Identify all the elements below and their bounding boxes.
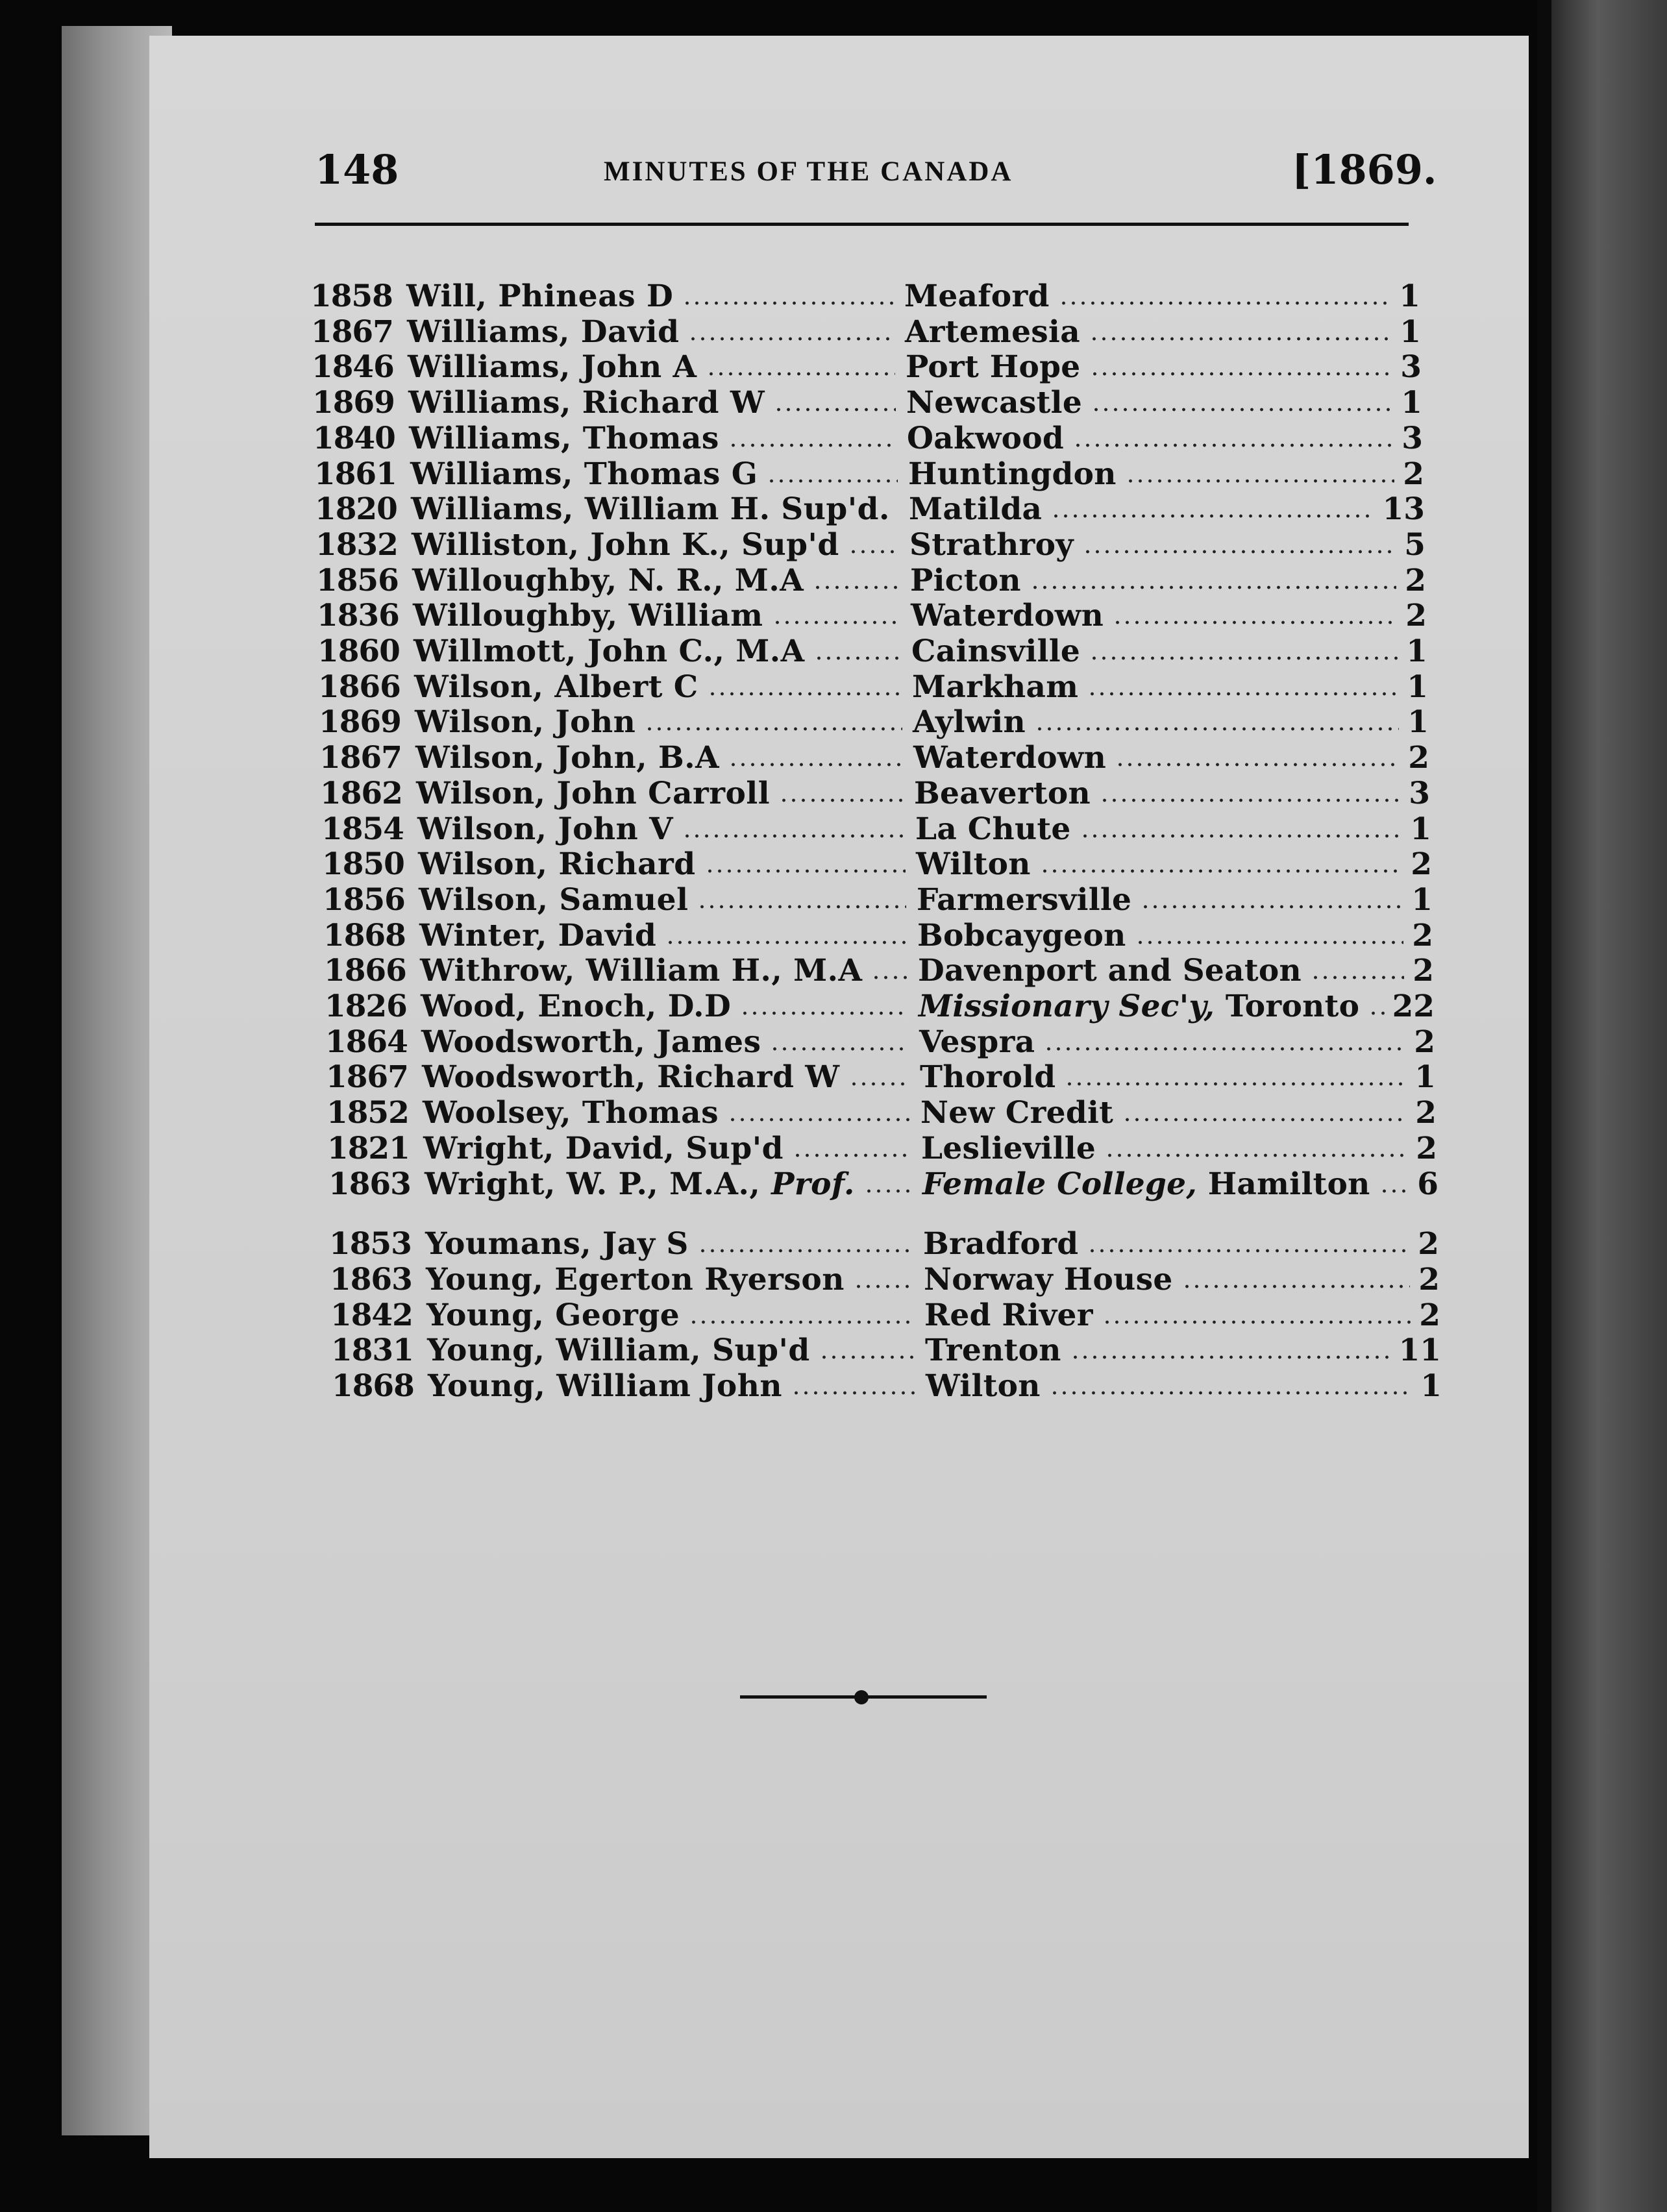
dot-leader bbox=[1090, 372, 1392, 376]
entry-name-text: Wilson, John Carroll bbox=[416, 775, 771, 811]
entry-years-count: 1 bbox=[1407, 704, 1429, 741]
entry-year: 1867 bbox=[326, 1059, 408, 1096]
entry-station bbox=[923, 1227, 1078, 1262]
entry-station-text: Port Hope bbox=[906, 349, 1081, 386]
entry-name-text: Winter, David bbox=[419, 917, 657, 953]
entry-year: 1853 bbox=[329, 1226, 412, 1262]
entry-name bbox=[414, 634, 805, 669]
entry-row bbox=[327, 1096, 1443, 1131]
entry-year: 1832 bbox=[315, 526, 398, 563]
entry-years-count: 1 bbox=[1407, 669, 1428, 705]
entry-name bbox=[418, 847, 696, 882]
entry-year: 1863 bbox=[330, 1261, 412, 1297]
entry-year: 1840 bbox=[313, 420, 395, 456]
entry-station bbox=[911, 634, 1080, 669]
entry-row bbox=[319, 741, 1436, 776]
running-title: MINUTES OF THE CANADA bbox=[604, 156, 1013, 187]
entry-year: 1868 bbox=[323, 917, 406, 953]
entry-station bbox=[924, 1262, 1173, 1297]
entry-name bbox=[425, 1167, 855, 1202]
dot-leader bbox=[689, 1320, 914, 1324]
entry-station-text: Waterdown bbox=[911, 598, 1104, 634]
entry-year: 1866 bbox=[324, 953, 406, 989]
dot-leader bbox=[849, 1082, 909, 1086]
entry-station-text: Thorold bbox=[920, 1059, 1056, 1096]
dot-leader bbox=[848, 550, 899, 554]
page-number: 148 bbox=[315, 146, 399, 193]
entry-years-count: 1 bbox=[1420, 1368, 1442, 1404]
running-year: [1869. bbox=[1292, 146, 1437, 193]
entry-name bbox=[414, 670, 698, 705]
entry-row bbox=[318, 670, 1435, 705]
entry-name bbox=[422, 1060, 840, 1095]
dot-leader bbox=[854, 1284, 913, 1288]
entry-year: 1863 bbox=[328, 1166, 411, 1202]
entry-name-text: Williams, David bbox=[407, 313, 680, 350]
dot-leader bbox=[688, 337, 895, 341]
entry-name bbox=[417, 812, 673, 847]
entry-station bbox=[926, 1369, 1041, 1404]
dot-leader bbox=[1050, 1391, 1412, 1395]
entry-row bbox=[314, 457, 1431, 492]
entry-station bbox=[916, 847, 1031, 882]
entry-station-note: Missionary Sec'y, bbox=[919, 989, 1215, 1024]
dot-leader bbox=[814, 656, 901, 660]
entry-year: 1842 bbox=[330, 1297, 413, 1333]
entry-station-text: Markham bbox=[912, 669, 1079, 705]
entry-station-text: Waterdown bbox=[913, 740, 1107, 776]
entry-station-text: Aylwin bbox=[913, 704, 1026, 741]
dot-leader bbox=[1089, 656, 1398, 660]
dot-leader bbox=[698, 1249, 913, 1253]
entry-name bbox=[426, 1262, 845, 1297]
dot-leader bbox=[697, 905, 906, 909]
entry-station-text: Vespra bbox=[919, 1024, 1035, 1060]
dot-leader bbox=[708, 692, 902, 696]
entry-station bbox=[921, 1131, 1096, 1166]
entry-station-text: Norway House bbox=[924, 1261, 1173, 1297]
entry-years-count: 6 bbox=[1417, 1166, 1439, 1202]
entry-row bbox=[320, 776, 1437, 811]
entry-name-text: Young, William, Sup'd bbox=[427, 1333, 810, 1369]
entry-name-text: Wilson, John V bbox=[417, 811, 674, 847]
dot-leader bbox=[1113, 621, 1397, 624]
entry-year: 1854 bbox=[321, 811, 404, 847]
entry-year: 1862 bbox=[320, 775, 402, 811]
entry-name bbox=[416, 776, 770, 811]
entry-name bbox=[420, 953, 862, 989]
entry-station-text: Artemesia bbox=[905, 313, 1080, 350]
entry-years-count: 1 bbox=[1406, 633, 1427, 669]
entry-name bbox=[409, 421, 719, 456]
entry-name-text: Wright, David, Sup'd bbox=[423, 1130, 784, 1166]
entry-year: 1821 bbox=[327, 1130, 410, 1166]
entry-years-count: 1 bbox=[1400, 313, 1421, 350]
dot-leader bbox=[1087, 1249, 1409, 1253]
entry-station-text: Huntingdon bbox=[908, 456, 1117, 492]
entry-name bbox=[427, 1333, 810, 1368]
entry-row bbox=[325, 1025, 1442, 1060]
entry-row bbox=[324, 953, 1440, 989]
entry-years-count: 2 bbox=[1411, 846, 1432, 883]
entry-name-text: Woodsworth, James bbox=[421, 1024, 761, 1060]
entry-name-text: Youmans, Jay S bbox=[425, 1226, 689, 1262]
entry-row bbox=[325, 989, 1441, 1024]
entry-year: 1856 bbox=[316, 562, 399, 598]
entry-station-text: Cainsville bbox=[911, 633, 1081, 669]
dot-leader bbox=[706, 372, 895, 376]
entry-station bbox=[925, 1333, 1061, 1368]
entry-row bbox=[317, 634, 1434, 669]
dot-leader bbox=[1059, 301, 1390, 305]
entry-station-text: Wilton bbox=[916, 846, 1031, 883]
entry-name bbox=[425, 1227, 689, 1262]
entry-name-text: Wood, Enoch, D.D bbox=[421, 989, 732, 1024]
entry-name-text: Wright, W. P., M.A., bbox=[425, 1166, 761, 1202]
entry-year: 1866 bbox=[318, 669, 401, 705]
entry-row bbox=[326, 1060, 1442, 1095]
entry-name bbox=[408, 386, 765, 421]
entry-row bbox=[330, 1298, 1447, 1333]
entry-station-text: Toronto bbox=[1225, 989, 1360, 1024]
entry-name bbox=[412, 563, 804, 598]
entry-station-text: Oakwood bbox=[907, 420, 1065, 456]
dot-leader bbox=[682, 301, 894, 305]
entry-years-count: 1 bbox=[1410, 811, 1431, 847]
dot-leader bbox=[871, 976, 908, 979]
entry-years-count: 2 bbox=[1418, 1261, 1440, 1297]
entry-station bbox=[915, 812, 1071, 847]
entry-name-text: Williams, Thomas G bbox=[410, 456, 758, 492]
dot-leader bbox=[1065, 1082, 1406, 1086]
entry-station-text: Bradford bbox=[923, 1226, 1079, 1262]
dot-leader bbox=[1135, 940, 1403, 944]
entry-name bbox=[406, 279, 673, 314]
entry-name bbox=[423, 1131, 784, 1166]
entry-years-count: 3 bbox=[1402, 420, 1423, 456]
dot-leader bbox=[1126, 479, 1394, 483]
entry-station bbox=[912, 670, 1078, 705]
entry-name-text: Withrow, William H., M.A bbox=[420, 953, 863, 989]
entry-years-count: 2 bbox=[1405, 562, 1426, 598]
entry-name bbox=[412, 528, 839, 563]
entry-name-text: Young, Egerton Ryerson bbox=[426, 1261, 845, 1297]
entry-name-text: Wilson, Richard bbox=[418, 846, 696, 883]
entry-year: 1868 bbox=[332, 1368, 414, 1404]
entry-station bbox=[917, 883, 1131, 918]
dot-leader bbox=[1182, 1284, 1410, 1288]
gutter-shadow bbox=[1537, 0, 1551, 2212]
dot-leader bbox=[1102, 1320, 1411, 1324]
entry-name bbox=[407, 315, 679, 350]
entry-station bbox=[924, 1298, 1093, 1333]
entry-year: 1867 bbox=[311, 313, 393, 350]
dot-leader bbox=[1073, 443, 1393, 447]
dot-leader bbox=[1105, 1153, 1407, 1157]
entry-row bbox=[331, 1333, 1448, 1368]
entry-station-text: La Chute bbox=[915, 811, 1071, 847]
entry-row bbox=[310, 279, 1427, 314]
end-ornament bbox=[740, 1688, 987, 1707]
entry-name-text: Wilson, John bbox=[415, 704, 636, 741]
entry-year: 1869 bbox=[312, 385, 395, 421]
entry-station bbox=[922, 1167, 1370, 1202]
entry-years-count: 2 bbox=[1419, 1297, 1440, 1333]
entry-years-count: 2 bbox=[1412, 917, 1433, 953]
entry-name bbox=[426, 1298, 680, 1333]
entry-year: 1846 bbox=[312, 349, 394, 386]
entry-name-text: Williams, Richard W bbox=[408, 385, 765, 421]
entry-row bbox=[321, 812, 1438, 847]
entry-station bbox=[913, 705, 1026, 740]
entry-years-count: 3 bbox=[1400, 349, 1422, 386]
dot-leader bbox=[1141, 905, 1403, 909]
entry-station-text: Bobcaygeon bbox=[917, 917, 1126, 953]
dot-leader bbox=[772, 621, 900, 624]
entry-name-text: Willoughby, William bbox=[413, 598, 763, 634]
dot-leader bbox=[793, 1153, 911, 1157]
entry-name bbox=[421, 989, 731, 1024]
entry-station bbox=[920, 1096, 1113, 1131]
dot-leader bbox=[728, 1118, 910, 1122]
entry-station bbox=[910, 563, 1021, 598]
dot-leader bbox=[774, 408, 896, 412]
entry-row bbox=[329, 1227, 1446, 1262]
dot-leader bbox=[864, 1189, 912, 1193]
entry-row bbox=[312, 350, 1428, 385]
entry-station-text: Leslieville bbox=[921, 1130, 1096, 1166]
entry-name-text: Wilson, John, B.A bbox=[415, 740, 720, 776]
entry-years-count: 22 bbox=[1392, 989, 1435, 1024]
dot-leader bbox=[1379, 1189, 1409, 1193]
entry-name-text: Williston, John K., Sup'd bbox=[412, 526, 839, 563]
dot-leader bbox=[1368, 1011, 1385, 1015]
header-rule bbox=[315, 223, 1409, 226]
dot-leader bbox=[791, 1391, 915, 1395]
entry-year: 1826 bbox=[325, 989, 407, 1024]
dot-leader bbox=[779, 798, 904, 802]
entry-years-count: 1 bbox=[1401, 385, 1422, 421]
entry-row bbox=[316, 563, 1433, 598]
dot-leader bbox=[1122, 1118, 1407, 1122]
dot-leader bbox=[1040, 869, 1402, 873]
entry-years-count: 13 bbox=[1382, 491, 1425, 528]
dot-leader bbox=[819, 1355, 915, 1359]
dot-leader bbox=[1070, 1355, 1392, 1359]
dot-leader bbox=[728, 763, 903, 767]
entry-station-text: Beaverton bbox=[914, 775, 1091, 811]
dot-leader bbox=[770, 1047, 909, 1051]
entry-station bbox=[918, 953, 1302, 989]
dot-leader bbox=[1087, 692, 1398, 696]
entry-year: 1831 bbox=[331, 1333, 414, 1369]
entry-station bbox=[919, 1025, 1035, 1060]
dot-leader bbox=[1030, 585, 1396, 589]
entry-years-count: 2 bbox=[1414, 1024, 1435, 1060]
entry-name bbox=[423, 1096, 719, 1131]
entry-row bbox=[323, 918, 1440, 953]
dot-leader bbox=[1080, 834, 1402, 838]
dot-leader bbox=[1083, 550, 1396, 554]
entry-station bbox=[907, 421, 1064, 456]
entry-row bbox=[328, 1167, 1445, 1202]
entry-year: 1864 bbox=[325, 1024, 408, 1060]
entry-name-text: Young, William John bbox=[428, 1368, 783, 1404]
entry-name bbox=[415, 705, 636, 740]
dot-leader bbox=[1091, 408, 1392, 412]
entry-year: 1852 bbox=[327, 1095, 409, 1131]
entry-years-count: 1 bbox=[1411, 881, 1433, 918]
entry-name bbox=[421, 1025, 761, 1060]
entry-station bbox=[914, 776, 1091, 811]
entry-year: 1869 bbox=[319, 704, 401, 741]
entry-name bbox=[411, 492, 890, 527]
entry-name-title: Prof. bbox=[771, 1166, 855, 1202]
entry-row bbox=[327, 1131, 1444, 1166]
entry-years-count: 1 bbox=[1399, 278, 1420, 314]
entry-row bbox=[315, 528, 1432, 563]
entry-station bbox=[917, 918, 1126, 953]
entry-name bbox=[428, 1369, 782, 1404]
entry-station-text: Hamilton bbox=[1207, 1166, 1370, 1202]
entry-name-text: Willoughby, N. R., M.A bbox=[412, 562, 804, 598]
entry-station bbox=[905, 315, 1080, 350]
entry-name-text: Williams, William H. Sup'd. bbox=[411, 491, 890, 528]
entry-name-text: Willmott, John C., M.A bbox=[414, 633, 805, 669]
entry-name-text: Wilson, Samuel bbox=[419, 881, 689, 918]
dot-leader bbox=[740, 1011, 908, 1015]
entry-station-text: Trenton bbox=[925, 1333, 1061, 1369]
dot-leader bbox=[1311, 976, 1404, 979]
entry-station-text: New Credit bbox=[920, 1095, 1114, 1131]
entry-name-text: Young, George bbox=[426, 1297, 680, 1333]
entry-row bbox=[319, 705, 1435, 740]
entry-years-count: 2 bbox=[1418, 1226, 1439, 1262]
entry-row bbox=[313, 421, 1429, 456]
entry-years-count: 5 bbox=[1404, 526, 1426, 563]
dot-leader bbox=[767, 479, 898, 483]
entry-station-text: Wilton bbox=[926, 1368, 1041, 1404]
entry-station-text: Matilda bbox=[909, 491, 1043, 528]
entry-station-text: Farmersville bbox=[917, 881, 1132, 918]
adjacent-page-edge bbox=[1551, 0, 1667, 2212]
entry-row bbox=[330, 1262, 1446, 1297]
entry-year: 1856 bbox=[323, 881, 405, 918]
entry-station bbox=[911, 598, 1104, 633]
entry-years-count: 2 bbox=[1416, 1130, 1437, 1166]
dot-leader bbox=[1035, 727, 1399, 731]
entry-name bbox=[419, 883, 688, 918]
entry-year: 1867 bbox=[319, 740, 402, 776]
entry-row bbox=[315, 492, 1431, 527]
entry-station bbox=[908, 457, 1117, 492]
entry-station bbox=[919, 989, 1359, 1024]
entry-station-text: Davenport and Seaton bbox=[918, 953, 1302, 989]
dot-leader bbox=[1115, 763, 1400, 767]
entry-station-note: Female College, bbox=[922, 1166, 1198, 1202]
entry-year: 1861 bbox=[314, 456, 397, 492]
entry-name bbox=[413, 598, 763, 633]
entry-name bbox=[408, 350, 697, 385]
entry-years-count: 11 bbox=[1398, 1333, 1441, 1369]
entry-station bbox=[909, 528, 1074, 563]
ornament-dot bbox=[854, 1690, 869, 1704]
entry-name bbox=[419, 918, 656, 953]
dot-leader bbox=[813, 585, 900, 589]
dot-leader bbox=[1100, 798, 1400, 802]
entry-station bbox=[906, 386, 1082, 421]
entry-years-count: 3 bbox=[1409, 775, 1430, 811]
entry-year: 1860 bbox=[317, 633, 400, 669]
entry-station-text: Red River bbox=[924, 1297, 1093, 1333]
entry-name-text: Will, Phineas D bbox=[406, 278, 674, 314]
entry-station-text: Meaford bbox=[904, 278, 1050, 314]
entry-row bbox=[332, 1369, 1448, 1404]
entry-name bbox=[410, 457, 758, 492]
entry-station bbox=[904, 279, 1050, 314]
entry-year: 1858 bbox=[310, 278, 393, 314]
dot-leader bbox=[1089, 337, 1391, 341]
entry-year: 1836 bbox=[317, 598, 399, 634]
entry-station-text: Picton bbox=[910, 562, 1021, 598]
entry-name bbox=[415, 741, 719, 776]
dot-leader bbox=[665, 940, 907, 944]
entry-years-count: 2 bbox=[1413, 953, 1434, 989]
entry-year: 1820 bbox=[315, 491, 397, 528]
entry-name-text: Williams, Thomas bbox=[409, 420, 719, 456]
entry-station-text: Strathroy bbox=[909, 526, 1074, 563]
entry-station-text: Newcastle bbox=[906, 385, 1083, 421]
entry-station bbox=[920, 1060, 1056, 1095]
entry-row bbox=[322, 847, 1439, 882]
entry-years-count: 2 bbox=[1405, 598, 1427, 634]
dot-leader bbox=[645, 727, 902, 731]
entry-station bbox=[913, 741, 1106, 776]
entry-row bbox=[323, 883, 1439, 918]
dot-leader bbox=[705, 869, 906, 873]
entry-year: 1850 bbox=[322, 846, 404, 883]
entry-row bbox=[311, 315, 1427, 350]
entry-years-count: 2 bbox=[1408, 740, 1429, 776]
dot-leader bbox=[1051, 514, 1376, 518]
entry-years-count: 2 bbox=[1403, 456, 1424, 492]
entry-name-text: Wilson, Albert C bbox=[414, 669, 698, 705]
entry-station bbox=[909, 492, 1042, 527]
dot-leader bbox=[682, 834, 905, 838]
entry-row bbox=[312, 386, 1429, 421]
entry-name-text: Williams, John A bbox=[408, 349, 697, 386]
entry-station bbox=[906, 350, 1081, 385]
entry-name-text: Woolsey, Thomas bbox=[423, 1095, 719, 1131]
entry-years-count: 2 bbox=[1415, 1095, 1437, 1131]
dot-leader bbox=[728, 443, 896, 447]
entry-years-count: 1 bbox=[1414, 1059, 1436, 1096]
dot-leader bbox=[1044, 1047, 1405, 1051]
entry-name-text: Woodsworth, Richard W bbox=[422, 1059, 840, 1096]
entry-row bbox=[317, 598, 1433, 633]
